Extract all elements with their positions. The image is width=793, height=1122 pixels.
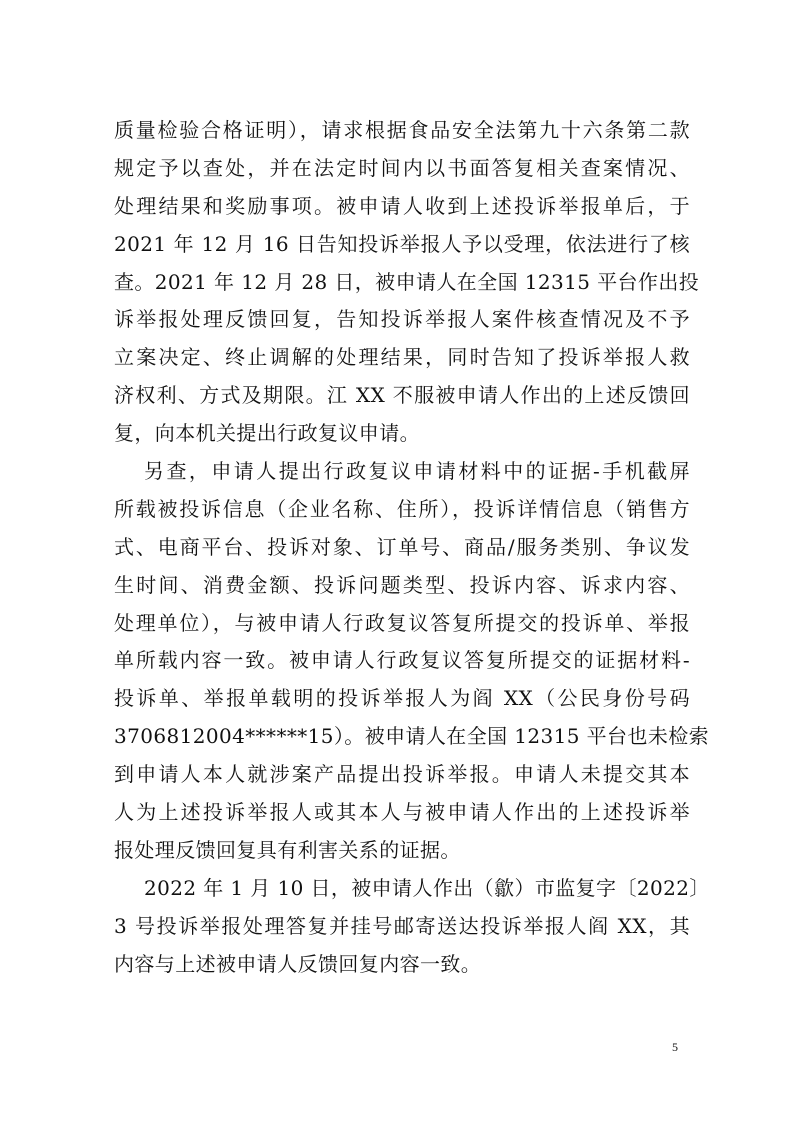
text-line: 人为上述投诉举报人或其本人与被申请人作出的上述投诉举 xyxy=(114,800,690,825)
text-line: 查。2021 年 12 月 28 日，被申请人在全国 12315 平台作出投 xyxy=(114,269,700,294)
text-line: 规定予以查处，并在法定时间内以书面答复相关查案情况、 xyxy=(114,155,690,180)
page-number: 5 xyxy=(672,1040,678,1054)
text-line: 生时间、消费金额、投诉问题类型、投诉内容、诉求内容、 xyxy=(114,572,690,597)
text-line: 另查，申请人提出行政复议申请材料中的证据-手机截屏 xyxy=(144,459,690,484)
text-line: 报处理反馈回复具有利害关系的证据。 xyxy=(114,837,461,862)
text-line: 处理结果和奖励事项。被申请人收到上述投诉举报单后，于 xyxy=(114,193,690,218)
text-line: 2021 年 12 月 16 日告知投诉举报人予以受理，依法进行了核 xyxy=(114,231,690,256)
text-line: 3706812004******15）。被申请人在全国 12315 平台也未检索 xyxy=(114,724,710,749)
paragraph-3 xyxy=(114,870,710,984)
text-line: 济权利、方式及期限。江 XX 不服被申请人作出的上述反馈回 xyxy=(114,383,690,408)
body-text xyxy=(114,112,710,983)
text-line: 内容与上述被申请人反馈回复内容一致。 xyxy=(114,951,482,976)
text-line: 复，向本机关提出行政复议申请。 xyxy=(114,421,420,446)
paragraph-1 xyxy=(114,112,700,453)
text-line: 3 号投诉举报处理答复并挂号邮寄送达投诉举报人阎 XX，其 xyxy=(114,913,690,938)
text-line: 处理单位），与被申请人行政复议答复所提交的投诉单、举报 xyxy=(114,610,690,635)
text-line: 诉举报处理反馈回复，告知投诉举报人案件核查情况及不予 xyxy=(114,307,690,332)
text-line: 式、电商平台、投诉对象、订单号、商品/服务类别、争议发 xyxy=(114,534,690,559)
text-line: 所载被投诉信息（企业名称、住所），投诉详情信息（销售方 xyxy=(114,496,690,521)
paragraph-2 xyxy=(114,453,710,870)
text-line: 立案决定、终止调解的处理结果，同时告知了投诉举报人救 xyxy=(114,345,690,370)
text-line: 单所载内容一致。被申请人行政复议答复所提交的证据材料- xyxy=(114,648,690,673)
text-line: 2022 年 1 月 10 日，被申请人作出（歙）市监复字〔2022〕 xyxy=(144,875,710,900)
text-line: 到申请人本人就涉案产品提出投诉举报。申请人未提交其本 xyxy=(114,762,690,787)
text-line: 质量检验合格证明），请求根据食品安全法第九十六条第二款 xyxy=(114,118,690,142)
text-line: 投诉单、举报单载明的投诉举报人为阎 XX（公民身份号码 xyxy=(114,686,690,711)
